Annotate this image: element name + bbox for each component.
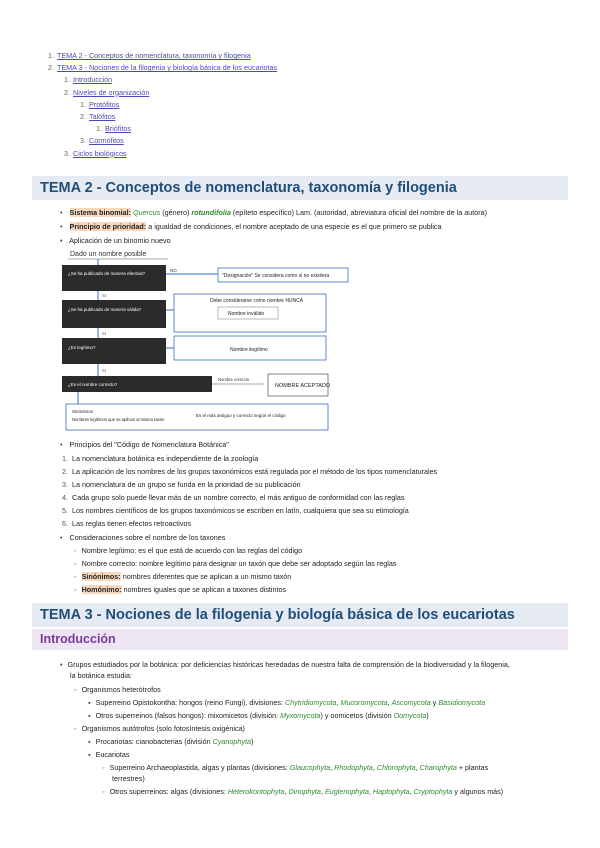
list-item: 4. Cada grupo solo puede llevar más de un nombre correcto, el más antiguo de conformidad con las reglas <box>62 493 405 502</box>
bullet-groups <box>60 660 510 669</box>
question-3: ¿Es legítimo? <box>68 345 96 350</box>
toc-link[interactable]: Ciclos biológicos <box>73 148 127 158</box>
text: Nombre legítimo: es el que está de acuerdo con las reglas del código <box>81 546 303 555</box>
list-item: 6. Las reglas tienen efectos retroactivos <box>62 519 192 528</box>
text: y algunos más) <box>452 787 504 796</box>
si-label: SÍ <box>102 293 106 298</box>
sub-sub-bullet: ▪ Superreino Opistokontha: hongos (reino Fungi), divisiones: Chytridiomycota, Mucoromycota, Ascomycota y Basidiomycota <box>88 698 485 707</box>
toc-item[interactable] <box>48 63 277 75</box>
list-item: 5. Los nombres científicos de los grupos taxonómicos se escriben en latín, cualquiera que sea su etimología <box>62 506 409 515</box>
text: Organismos autótrofos (solo fotosíntesis oxigénica) <box>81 724 245 733</box>
sub-sub-bullet <box>88 750 130 759</box>
question-box-2 <box>62 300 166 328</box>
toc-link[interactable]: Cormófitos <box>89 136 124 146</box>
bullet-priority <box>60 222 442 231</box>
sub-sub-sub-bullet: ◦ Otros superreinos: algas (divisiones: Heterokontophyta, Dinophyta, Euglenophyta, Haptophyta, Cryptophyta y algunos más) <box>102 787 503 796</box>
division-name: Rhodophyta <box>334 763 373 772</box>
division-name: Heterokontophyta <box>227 787 285 796</box>
result-2-title: Debe considerarse como nombre NUNCA <box>210 298 304 304</box>
question-2: ¿Se ha publicado de manera válida? <box>68 307 142 312</box>
bullet-principles <box>60 440 229 449</box>
bottom-left-text: Nombres legítimos que se aplican al mismo taxón <box>72 417 165 422</box>
toc-item[interactable] <box>48 51 277 63</box>
sub-sub-sub-bullet: ◦ Superreino Archaeoplastida, algas y plantas (divisiones: Glaucophyta, Rhodophyta, Chlorophyta, Charophyta + plantas <box>102 763 488 772</box>
tema2-heading: TEMA 2 - Conceptos de nomenclatura, taxonomía y filogenia <box>32 176 568 200</box>
toc-item[interactable] <box>48 112 277 124</box>
toc-number: 2. <box>64 87 70 97</box>
sub-bullet <box>74 546 302 555</box>
toc-link[interactable]: TEMA 2 - Conceptos de nomenclatura, taxonomía y filogenia <box>57 51 251 60</box>
toc-item[interactable] <box>48 136 277 148</box>
text: Organismos heterótrofos <box>81 685 161 694</box>
accepted-name: NOMBRE ACEPTADO <box>275 383 331 389</box>
toc-link[interactable]: Protófitos <box>89 99 120 109</box>
question-1: ¿Se ha publicado de manera efectiva? <box>68 271 146 276</box>
toc-item[interactable] <box>48 124 277 136</box>
text: ) y oomicetos (división <box>320 711 394 720</box>
text: (género) <box>160 208 192 217</box>
text: a igualdad de condiciones, el nombre aceptado de una especie es el que primero se publica <box>146 222 442 231</box>
bullet-binomial <box>60 208 487 217</box>
division-name: Myxomycota <box>280 711 321 720</box>
result-1: "Designación" Se considera como si no existiera <box>222 273 330 279</box>
question-4: ¿Es el nombre correcto? <box>68 382 118 387</box>
toc-number: 1. <box>80 99 86 109</box>
division-name: Haptophyta <box>372 787 410 796</box>
list-item: 2. La aplicación de los nombres de los grupos taxonómicos está regulada por el método de los tipos nomenclaturales <box>62 467 438 476</box>
sub-bullet-autotrophs <box>74 724 245 733</box>
sub-bullet <box>74 572 291 581</box>
text: Eucariotas <box>95 750 130 759</box>
term-highlight: Sinónimos: <box>81 572 121 581</box>
text: Aplicación de un binomio nuevo <box>69 236 171 245</box>
nomenclature-flowchart <box>58 247 358 437</box>
toc-number: 2. <box>80 111 86 121</box>
division-name: Glaucophyta <box>289 763 331 772</box>
introduccion-heading: Introducción <box>32 629 568 650</box>
division-name: Chlorophyta <box>376 763 416 772</box>
no-label: NO <box>170 268 177 273</box>
term-highlight: Principio de prioridad: <box>69 222 147 231</box>
text: La nomenclatura botánica es independiente de la zoología <box>72 454 259 463</box>
sub-bullet-heterotrophs <box>74 685 161 694</box>
text: Principios del "Código de Nomenclatura Botánica" <box>69 440 229 449</box>
sub-sub-bullet <box>88 737 253 746</box>
toc-number: 3. <box>80 136 86 146</box>
division-name: Ascomycota <box>391 698 431 707</box>
bottom-left-title: Sinónimos <box>72 409 94 414</box>
toc-item[interactable] <box>48 100 277 112</box>
text: Superreino Opistokontha: hongos (reino Fungi), divisiones: <box>95 698 285 707</box>
bullet-considerations <box>60 533 225 542</box>
sub-bullet <box>74 585 286 594</box>
result-4-note: Nombre correcto <box>218 377 250 382</box>
text: La aplicación de los nombres de los grupos taxonómicos está regulada por el método de los tipos nomenclaturales <box>72 467 438 476</box>
question-box-1 <box>62 265 166 291</box>
text: Grupos estudiados por la botánica: por deficiencias históricas heredadas de nuestra falta de comprensión de la biodiversidad y la filogenia, <box>67 660 510 669</box>
text: Cada grupo solo puede llevar más de un nombre correcto, el más antiguo de conformidad con las reglas <box>72 493 405 502</box>
text: ) <box>250 737 254 746</box>
toc-number: 2. <box>48 63 54 73</box>
text: nombres diferentes que se aplican a un mismo taxón <box>120 572 292 581</box>
toc-link[interactable]: Talófitos <box>89 111 116 121</box>
division-name: Dinophyta <box>288 787 321 796</box>
toc-link[interactable]: Briófitos <box>105 124 131 134</box>
toc-number: 1. <box>96 124 102 134</box>
term-highlight: Homónimo: <box>81 585 122 594</box>
text: Procariotas: cianobacterias (división <box>95 737 213 746</box>
text: (epíteto específico) Lam. (autoridad, abreviatura oficial del nombre de la autora) <box>230 208 488 217</box>
text: + plantas <box>456 763 489 772</box>
question-box-3 <box>62 338 166 364</box>
text: La nomenclatura de un grupo se funda en la prioridad de su publicación <box>72 480 301 489</box>
text: Otros superreinos: algas (divisiones: <box>109 787 228 796</box>
result-2-box: Nombre inválido <box>228 311 265 317</box>
sub-sub-bullet <box>88 711 429 720</box>
toc-item[interactable] <box>48 149 277 161</box>
toc-item[interactable] <box>48 75 277 87</box>
text: nombres iguales que se aplican a taxones distintos <box>121 585 287 594</box>
toc-number: 3. <box>64 148 70 158</box>
result-3: Nombre ilegítimo <box>230 347 268 353</box>
list-item: 1. La nomenclatura botánica es independiente de la zoología <box>62 454 259 463</box>
division-name: Mucoromycota <box>340 698 388 707</box>
text-continuation: terrestres) <box>112 774 145 783</box>
text: Los nombres científicos de los grupos taxonómicos se escriben en latín, cualquiera que sea su etimología <box>72 506 409 515</box>
division-name: Cryptophyta <box>413 787 453 796</box>
division-name: Charophyta <box>419 763 457 772</box>
si-label: SÍ <box>102 331 106 336</box>
genus-name: Quercus <box>133 208 161 217</box>
division-name: Cyanophyta <box>212 737 251 746</box>
sub-bullet <box>74 559 396 568</box>
toc-link[interactable]: Introducción <box>73 75 113 85</box>
toc-item[interactable] <box>48 88 277 100</box>
text: Consideraciones sobre el nombre de los taxones <box>69 533 226 542</box>
text: Otros superreinos (falsos hongos): mixomicetos (división: <box>95 711 281 720</box>
text: Las reglas tienen efectos retroactivos <box>72 519 192 528</box>
diagram-top-label: Dado un nombre posible <box>70 251 147 258</box>
term-highlight: Sistema binomial: <box>69 208 132 217</box>
bottom-right-text: Es el más antiguo y correcto según el código <box>196 413 286 418</box>
division-name: Euglenophyta <box>324 787 369 796</box>
species-name: rotundifolia <box>191 208 231 217</box>
list-item: 3. La nomenclatura de un grupo se funda en la prioridad de su publicación <box>62 480 301 489</box>
text-continuation: la botánica estudia: <box>70 671 132 680</box>
division-name: Oomycota <box>393 711 427 720</box>
division-name: Basidiomycota <box>438 698 486 707</box>
tema3-heading: TEMA 3 - Nociones de la filogenia y biología básica de los eucariotas <box>32 603 568 627</box>
table-of-contents <box>48 51 277 161</box>
si-label: SÍ <box>102 368 106 373</box>
text: Superreino Archaeoplastida, algas y plantas (divisiones: <box>109 763 290 772</box>
toc-number: 1. <box>48 51 54 60</box>
bullet-new-binomial <box>60 236 171 245</box>
toc-number: 1. <box>64 75 70 85</box>
division-name: Chytridiomycota <box>284 698 337 707</box>
text: ) <box>426 711 429 720</box>
toc-link[interactable]: Niveles de organización <box>73 87 150 97</box>
text: y <box>430 698 439 707</box>
toc-link[interactable]: TEMA 3 - Nociones de la filogenia y biología básica de los eucariotas <box>57 63 278 73</box>
text: Nombre correcto: nombre legítimo para designar un taxón que debe ser adoptado según las reglas <box>81 559 397 568</box>
